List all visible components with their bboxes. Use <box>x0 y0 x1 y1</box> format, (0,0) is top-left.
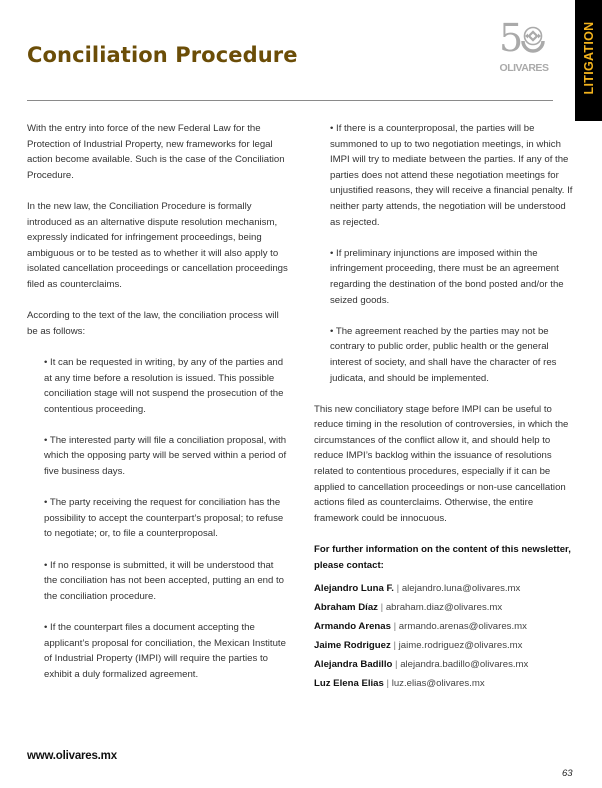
contact-name: Jaime Rodriguez <box>314 640 391 652</box>
page-number: 63 <box>562 768 573 779</box>
bullet-item: • The interested party will file a conciliation proposal, with which the opposing party will be served within a period of five business days. <box>44 434 287 478</box>
bullet-item: • The agreement reached by the parties may not be contrary to public order, public health or the general interest of society, and shall have the character of res judicata, and should be implemented. <box>330 325 557 384</box>
contact-heading: For further information on the content of this newsletter, please contact: <box>314 544 571 571</box>
bullet-item: • It can be requested in writing, by any of the parties and at any time before a resolution is issued. This possible conciliation stage will not suspend the prosecution of the contentious proceeding. <box>44 356 284 415</box>
contact-row <box>314 657 576 673</box>
contact-row <box>314 676 576 692</box>
contact-email-link[interactable]: jaime.rodriguez@olivares.mx <box>398 640 523 652</box>
olivares-logo <box>493 16 555 78</box>
bullet-item: • If the counterpart files a document accepting the applicant’s proposal for conciliation, the Mexican Institute of Industrial Property (IMPI) will require the parties to exhibit a duly formalized agreement. <box>44 622 286 680</box>
bullet-item: • If no response is submitted, it will be understood that the conciliation has not been accepted, putting an end to the conciliation procedure. <box>44 559 285 602</box>
contact-email-link[interactable]: abraham.diaz@olivares.mx <box>385 602 503 614</box>
section-tab <box>575 0 602 121</box>
contact-email-link[interactable]: luz.elias@olivares.mx <box>391 678 485 690</box>
bullet-item: • The party receiving the request for conciliation has the possibility to accept the counterpart’s proposal; to refuse to negotiate; or, to file a counterproposal. <box>44 497 284 540</box>
right-column <box>314 121 576 695</box>
section-tab-label: LITIGATION <box>581 21 596 95</box>
contact-email-link[interactable]: armando.arenas@olivares.mx <box>398 621 527 633</box>
contact-row <box>314 619 576 635</box>
contact-name: Luz Elena Elias <box>314 678 384 690</box>
left-column <box>27 121 289 698</box>
bullet-item: • If there is a counterproposal, the parties will be summoned to up to two negotiation meetings, in which IMPI will try to mediate between the parties. If any of the parties does not attend these negotiation meetings for unjustified reasons, they will receive a financial penalty. If neither party attends, the negotiation will be understood as rejected. <box>330 123 573 228</box>
intro-paragraph: With the entry into force of the new Federal Law for the Protection of Industrial Property, new frameworks for legal action become available. Such is the case of the Conciliation Procedure. <box>27 123 285 181</box>
olivares-emblem-icon <box>520 25 546 55</box>
logo-number: 5 <box>499 16 522 60</box>
contact-name: Abraham Díaz <box>314 602 378 614</box>
contact-row <box>314 600 576 616</box>
contact-separator: | <box>393 621 397 633</box>
contact-separator: | <box>396 583 400 595</box>
contact-separator: | <box>395 659 398 671</box>
contact-email-link[interactable]: alejandro.luna@olivares.mx <box>401 583 521 595</box>
process-intro-paragraph: According to the text of the law, the conciliation process will be as follows: <box>27 310 279 337</box>
website-link[interactable]: www.olivares.mx <box>27 750 117 762</box>
contact-row <box>314 581 576 597</box>
context-paragraph: In the new law, the Conciliation Procedure is formally introduced as an alternative dispute resolution mechanism, expressly indicated for infringement proceedings, being ambiguous or to be tested as to whether it will also apply to isolated cancellation proceedings or cancellation proceedings filed as counterclaims. <box>27 200 288 290</box>
contact-separator: | <box>386 678 390 690</box>
header-divider <box>27 100 553 101</box>
contact-separator: | <box>393 640 396 652</box>
contact-name: Alejandra Badillo <box>314 659 393 671</box>
contact-email-link[interactable]: alejandra.badillo@olivares.mx <box>400 659 529 671</box>
logo-wordmark: OLIVARES <box>499 62 549 74</box>
contact-separator: | <box>380 602 384 614</box>
contact-row <box>314 638 576 654</box>
contact-name: Alejandro Luna F. <box>314 583 394 595</box>
logo-fifty-mark <box>497 16 557 60</box>
bullet-item: • If preliminary injunctions are imposed within the infringement proceeding, there must be an agreement regarding the destination of the bond posted and/or the seized goods. <box>330 247 564 306</box>
contact-name: Armando Arenas <box>314 621 391 633</box>
conclusion-paragraph: This new conciliatory stage before IMPI can be useful to reduce timing in the resolution of controversies, in which the circumstances of the conflict allow it, and should help to reduce IMPI’s backlog within the issuance of resolutions related to contentious procedures, especially if it can be applied to cancellation proceedings or non-use cancellation actions filed as counterclaims. Otherwise, the entire framework could be innocuous. <box>314 403 569 524</box>
page-title: Conciliation Procedure <box>27 43 298 67</box>
